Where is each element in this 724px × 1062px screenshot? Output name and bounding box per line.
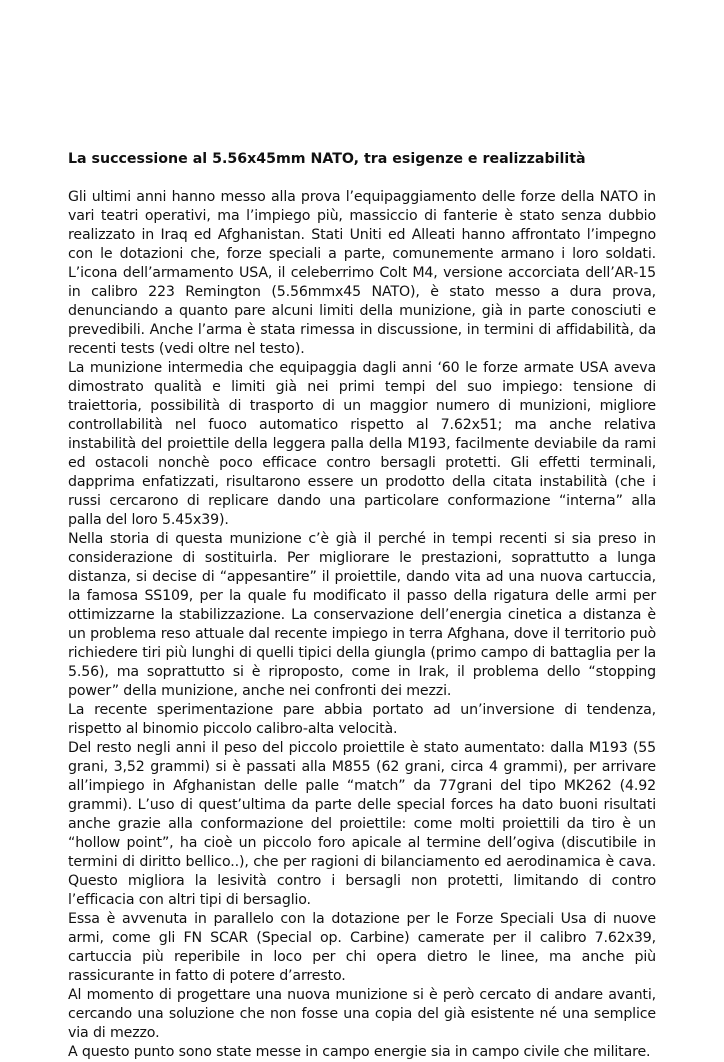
paragraph-4: La recente sperimentazione pare abbia portato ad un’inversione di tendenza, rispetto al binomio piccolo calibro-alta velocità.: [68, 702, 656, 737]
paragraph-3: Nella storia di questa munizione c’è già il perché in tempi recenti si sia preso in considerazione di sostituirla. Per migliorare le prestazioni, soprattutto a lunga distanza, si decise di “appesantire” il proiettile, dando vita ad una nuova cartuccia, la famosa SS109, per la quale fu modificato il passo della rigatura delle armi per ottimizzarne la stabilizzazione. La conservazione dell’energia cinetica a distanza è un problema reso attuale dal recente impiego in terra Afghana, dove il territorio può richiedere tiri più lunghi di quelli tipici della giungla (primo campo di battaglia per la 5.56), ma soprattutto si è riproposto, come in Irak, il problema dello “stopping power” della munizione, anche nei confronti dei mezzi.: [68, 531, 656, 699]
paragraph-5: Del resto negli anni il peso del piccolo proiettile è stato aumentato: dalla M193 (55 grani, 3,52 grammi) si è passati alla M855 (62 grani, circa 4 grammi), per arrivare all’impiego in Afghanistan delle palle “match” da 77grani del tipo MK262 (4.92 grammi). L’uso di quest’ultima da parte delle special forces ha dato buoni risultati anche grazie alla conformazione del proiettile: come molti proiettili da tiro è un “hollow point”, ha cioè un piccolo foro apicale al termine dell’ogiva (discutibile in termini di diritto bellico..), che per ragioni di bilanciamento ed aerodinamica è cava. Questo migliora la lesività contro i bersagli non protetti, limitando di contro l’efficacia con altri tipi di bersaglio.: [68, 740, 656, 908]
paragraph-2: La munizione intermedia che equipaggia dagli anni ‘60 le forze armate USA aveva dimostrato qualità e limiti già nei primi tempi del suo impiego: tensione di traiettoria, possibilità di trasporto di un maggior numero di munizioni, migliore controllabilità nel fuoco automatico rispetto al 7.62x51; ma anche relativa instabilità del proiettile della leggera palla della M193, facilmente deviabile da rami ed ostacoli nonchè poco efficace contro bersagli protetti. Gli effetti terminali, dapprima enfatizzati, risultarono essere un prodotto della citata instabilità (che i russi cercarono di replicare dando una particolare conformazione “interna” alla palla del loro 5.45x39).: [68, 360, 656, 528]
paragraph-8: A questo punto sono state messe in campo energie sia in campo civile che militare.: [68, 1044, 651, 1060]
paragraph-1: Gli ultimi anni hanno messo alla prova l’equipaggiamento delle forze della NATO in vari teatri operativi, ma l’impiego più, massiccio di fanterie è stato senza dubbio realizzato in Iraq ed Afghanistan. Stati Uniti ed Alleati hanno affrontato l’impegno con le dotazioni che, forze speciali a parte, comunemente armano i loro soldati. L’icona dell’armamento USA, il celeberrimo Colt M4, versione accorciata dell’AR-15 in calibro 223 Remington (5.56mmx45 NATO), è stato messo a dura prova, denunciando a quanto pare alcuni limiti della munizione, già in parte conosciuti e prevedibili. Anche l’arma è stata rimessa in discussione, in termini di affidabilità, da recenti tests (vedi oltre nel testo).: [68, 189, 656, 357]
document-page: [68, 150, 656, 1062]
document-title: La successione al 5.56x45mm NATO, tra esigenze e realizzabilità: [68, 151, 586, 167]
paragraph-6: Essa è avvenuta in parallelo con la dotazione per le Forze Speciali Usa di nuove armi, come gli FN SCAR (Special op. Carbine) camerate per il calibro 7.62x39, cartuccia più reperibile in loco per chi opera dietro le linee, ma anche più rassicurante in fatto di potere d’arresto.: [68, 911, 656, 984]
paragraph-7: Al momento di progettare una nuova munizione si è però cercato di andare avanti, cercando una soluzione che non fosse una copia del già esistente né una semplice via di mezzo.: [68, 987, 656, 1041]
